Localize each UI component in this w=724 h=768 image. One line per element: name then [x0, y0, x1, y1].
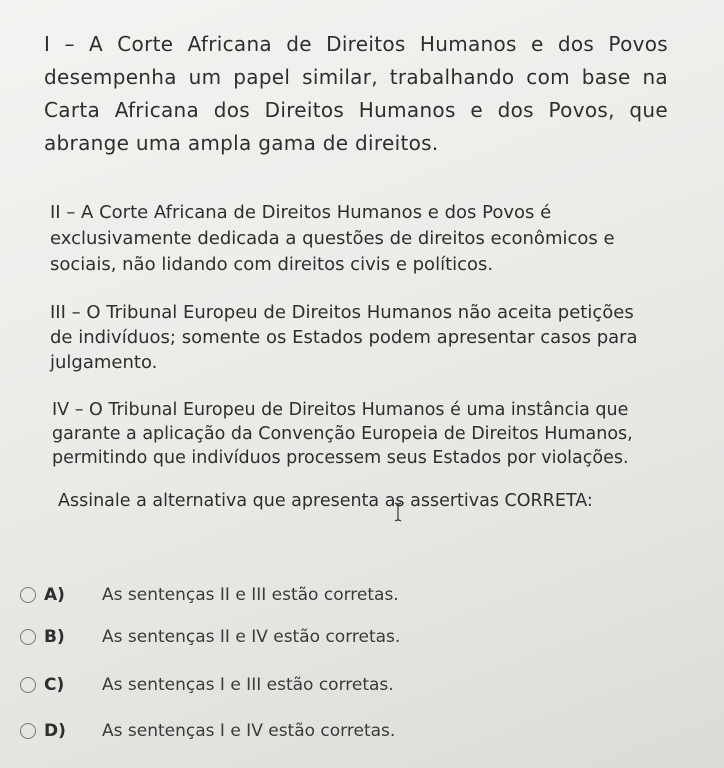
- radio-button-b[interactable]: [20, 629, 36, 645]
- option-letter: D): [44, 721, 66, 741]
- statement-i: I – A Corte Africana de Direitos Humanos e dos Povos desempenha um papel similar, trabalhando com base na Carta Africana dos Direitos Humanos e dos Povos, que abrange uma ampla gama de direitos.: [44, 32, 668, 155]
- option-letter: B): [44, 627, 65, 647]
- statement-ii: II – A Corte Africana de Direitos Humanos e dos Povos é exclusivamente dedicada a questões de direitos econômicos e sociais, não lidando com direitos civis e políticos.: [50, 202, 615, 275]
- option-a[interactable]: [15, 582, 695, 608]
- radio-button-d[interactable]: [20, 723, 36, 739]
- option-text: As sentenças II e III estão corretas.: [102, 585, 399, 605]
- option-letter: C): [44, 675, 65, 695]
- option-b[interactable]: [15, 624, 695, 650]
- option-text: As sentenças I e IV estão corretas.: [102, 721, 396, 741]
- option-d[interactable]: [15, 718, 695, 744]
- option-c[interactable]: [15, 672, 695, 698]
- radio-button-a[interactable]: [20, 587, 36, 603]
- question-prompt: Assinale a alternativa que apresenta as assertivas CORRETA:: [58, 491, 593, 511]
- text-cursor-icon: [393, 502, 403, 522]
- radio-button-c[interactable]: [20, 677, 36, 693]
- option-text: As sentenças II e IV estão corretas.: [102, 627, 401, 647]
- option-text: As sentenças I e III estão corretas.: [102, 675, 394, 695]
- statement-iv: IV – O Tribunal Europeu de Direitos Humanos é uma instância que garante a aplicação da Convenção Europeia de Direitos Humanos, permitindo que indivíduos processem seus Estados por violações.: [52, 400, 633, 468]
- statement-iii: III – O Tribunal Europeu de Direitos Humanos não aceita petições de indivíduos; somente os Estados podem apresentar casos para julgamento.: [50, 302, 638, 373]
- option-letter: A): [44, 585, 65, 605]
